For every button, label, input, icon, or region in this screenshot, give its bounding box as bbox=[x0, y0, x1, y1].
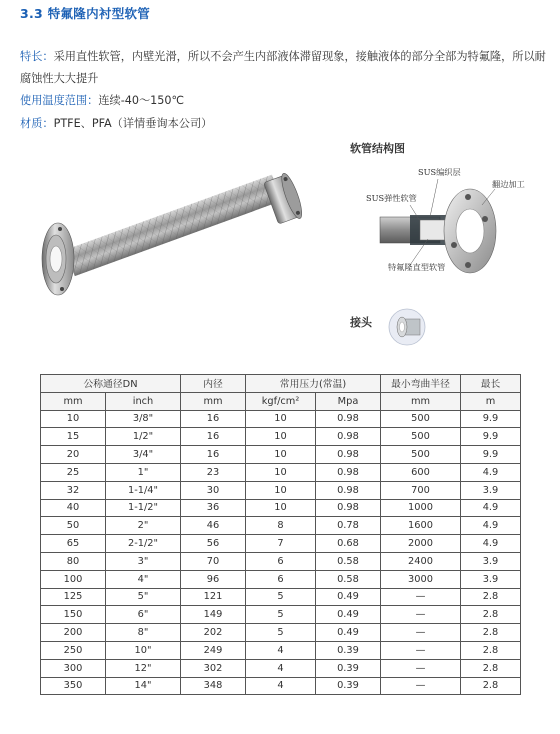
cell-bend-radius: 600 bbox=[381, 463, 461, 481]
cell-dn-mm: 10 bbox=[41, 410, 106, 428]
unit-mm: mm bbox=[181, 392, 246, 410]
cell-inner-dia: 16 bbox=[181, 410, 246, 428]
features-paragraph bbox=[20, 46, 548, 90]
cell-inner-dia: 121 bbox=[181, 588, 246, 606]
cell-max-length: 2.8 bbox=[461, 588, 521, 606]
unit-mpa: Mpa bbox=[316, 392, 381, 410]
table-row bbox=[41, 446, 521, 464]
unit-inch: inch bbox=[106, 392, 181, 410]
spec-table bbox=[40, 374, 521, 695]
table-row bbox=[41, 552, 521, 570]
cell-pressure-mpa: 0.98 bbox=[316, 446, 381, 464]
features-label: 特长： bbox=[20, 50, 54, 63]
label-spring: SUS弹性软管 bbox=[366, 193, 417, 203]
cell-dn-inch: 3/4" bbox=[106, 446, 181, 464]
cell-max-length: 2.8 bbox=[461, 624, 521, 642]
cell-dn-mm: 125 bbox=[41, 588, 106, 606]
table-row bbox=[41, 677, 521, 695]
features-text: 采用直性软管，内壁光滑，所以不会产生内部液体滞留现象，接触液体的部分全部为特氟隆，所以耐腐蚀性大大提升 bbox=[20, 50, 546, 85]
cell-dn-inch: 1-1/4" bbox=[106, 481, 181, 499]
cell-bend-radius: 2400 bbox=[381, 552, 461, 570]
temperature-line bbox=[20, 92, 184, 108]
cell-bend-radius: — bbox=[381, 588, 461, 606]
label-braid: SUS编织层 bbox=[418, 167, 461, 177]
cell-pressure-mpa: 0.49 bbox=[316, 588, 381, 606]
cell-dn-mm: 25 bbox=[41, 463, 106, 481]
cell-pressure-mpa: 0.98 bbox=[316, 463, 381, 481]
cell-dn-inch: 1-1/2" bbox=[106, 499, 181, 517]
cell-bend-radius: 500 bbox=[381, 410, 461, 428]
cell-max-length: 4.9 bbox=[461, 517, 521, 535]
cell-bend-radius: — bbox=[381, 659, 461, 677]
table-row bbox=[41, 410, 521, 428]
cell-dn-mm: 100 bbox=[41, 570, 106, 588]
cell-pressure-mpa: 0.58 bbox=[316, 552, 381, 570]
cell-pressure-mpa: 0.39 bbox=[316, 677, 381, 695]
table-row bbox=[41, 641, 521, 659]
header-pressure: 常用压力(常温) bbox=[246, 375, 381, 393]
material-line bbox=[20, 115, 212, 131]
cell-dn-mm: 15 bbox=[41, 428, 106, 446]
cell-inner-dia: 249 bbox=[181, 641, 246, 659]
cell-max-length: 2.8 bbox=[461, 606, 521, 624]
table-row bbox=[41, 570, 521, 588]
cell-max-length: 3.9 bbox=[461, 481, 521, 499]
cell-inner-dia: 302 bbox=[181, 659, 246, 677]
table-row bbox=[41, 517, 521, 535]
cell-bend-radius: 1000 bbox=[381, 499, 461, 517]
cell-inner-dia: 16 bbox=[181, 428, 246, 446]
cell-dn-mm: 50 bbox=[41, 517, 106, 535]
joint-image bbox=[388, 308, 426, 346]
cell-bend-radius: 500 bbox=[381, 428, 461, 446]
cell-inner-dia: 96 bbox=[181, 570, 246, 588]
cell-max-length: 4.9 bbox=[461, 535, 521, 553]
cell-dn-mm: 350 bbox=[41, 677, 106, 695]
table-row bbox=[41, 535, 521, 553]
cell-max-length: 9.9 bbox=[461, 410, 521, 428]
cell-dn-mm: 150 bbox=[41, 606, 106, 624]
cell-bend-radius: 2000 bbox=[381, 535, 461, 553]
cell-dn-mm: 250 bbox=[41, 641, 106, 659]
cell-pressure-kgf: 7 bbox=[246, 535, 316, 553]
cell-inner-dia: 149 bbox=[181, 606, 246, 624]
header-dn: 公称通径DN bbox=[41, 375, 181, 393]
table-header-row-2 bbox=[41, 392, 521, 410]
cell-inner-dia: 70 bbox=[181, 552, 246, 570]
cell-pressure-mpa: 0.98 bbox=[316, 499, 381, 517]
structure-title: 软管结构图 bbox=[350, 142, 405, 155]
cell-dn-inch: 1/2" bbox=[106, 428, 181, 446]
cell-bend-radius: — bbox=[381, 641, 461, 659]
cell-dn-inch: 4" bbox=[106, 570, 181, 588]
cell-pressure-mpa: 0.78 bbox=[316, 517, 381, 535]
cell-pressure-kgf: 5 bbox=[246, 588, 316, 606]
table-header-row-1 bbox=[41, 375, 521, 393]
header-inner-dia: 内径 bbox=[181, 375, 246, 393]
unit-kgf: kgf/cm² bbox=[246, 392, 316, 410]
cell-inner-dia: 30 bbox=[181, 481, 246, 499]
cell-max-length: 2.8 bbox=[461, 641, 521, 659]
cell-max-length: 3.9 bbox=[461, 552, 521, 570]
cell-pressure-mpa: 0.68 bbox=[316, 535, 381, 553]
cell-dn-mm: 40 bbox=[41, 499, 106, 517]
cell-dn-inch: 3/8" bbox=[106, 410, 181, 428]
label-liner: 特氟隆直型软管 bbox=[388, 262, 446, 272]
material-label: 材质： bbox=[20, 117, 54, 130]
cell-dn-mm: 300 bbox=[41, 659, 106, 677]
cell-inner-dia: 23 bbox=[181, 463, 246, 481]
table-row bbox=[41, 481, 521, 499]
cell-bend-radius: — bbox=[381, 606, 461, 624]
cell-pressure-kgf: 10 bbox=[246, 428, 316, 446]
table-row bbox=[41, 463, 521, 481]
cell-dn-inch: 5" bbox=[106, 588, 181, 606]
unit-mm: mm bbox=[41, 392, 106, 410]
cell-bend-radius: 500 bbox=[381, 446, 461, 464]
cell-max-length: 9.9 bbox=[461, 446, 521, 464]
cell-dn-inch: 14" bbox=[106, 677, 181, 695]
table-row bbox=[41, 499, 521, 517]
cell-max-length: 4.9 bbox=[461, 463, 521, 481]
cell-max-length: 3.9 bbox=[461, 570, 521, 588]
temperature-label: 使用温度范围： bbox=[20, 94, 99, 107]
cell-pressure-mpa: 0.39 bbox=[316, 641, 381, 659]
cell-pressure-kgf: 10 bbox=[246, 463, 316, 481]
cell-dn-inch: 1" bbox=[106, 463, 181, 481]
header-max-length: 最长 bbox=[461, 375, 521, 393]
temperature-value: 连续-40～150℃ bbox=[98, 94, 185, 107]
cell-pressure-kgf: 5 bbox=[246, 606, 316, 624]
cell-dn-inch: 12" bbox=[106, 659, 181, 677]
unit-mm: mm bbox=[381, 392, 461, 410]
header-bend-radius: 最小弯曲半径 bbox=[381, 375, 461, 393]
cell-pressure-kgf: 8 bbox=[246, 517, 316, 535]
cell-dn-mm: 65 bbox=[41, 535, 106, 553]
table-row bbox=[41, 428, 521, 446]
cell-pressure-kgf: 4 bbox=[246, 659, 316, 677]
cell-inner-dia: 348 bbox=[181, 677, 246, 695]
cell-bend-radius: — bbox=[381, 624, 461, 642]
cell-dn-mm: 20 bbox=[41, 446, 106, 464]
cell-dn-inch: 10" bbox=[106, 641, 181, 659]
cell-dn-inch: 2-1/2" bbox=[106, 535, 181, 553]
cell-bend-radius: 1600 bbox=[381, 517, 461, 535]
table-row bbox=[41, 606, 521, 624]
cell-max-length: 4.9 bbox=[461, 499, 521, 517]
cell-pressure-mpa: 0.98 bbox=[316, 481, 381, 499]
cell-dn-mm: 200 bbox=[41, 624, 106, 642]
cell-pressure-mpa: 0.98 bbox=[316, 428, 381, 446]
cell-pressure-kgf: 4 bbox=[246, 641, 316, 659]
section-title: 3.3 特氟隆内衬型软管 bbox=[20, 6, 151, 21]
cell-pressure-mpa: 0.39 bbox=[316, 659, 381, 677]
table-row bbox=[41, 659, 521, 677]
hose-product-image bbox=[30, 165, 320, 300]
cell-dn-mm: 80 bbox=[41, 552, 106, 570]
cell-inner-dia: 56 bbox=[181, 535, 246, 553]
cell-dn-inch: 2" bbox=[106, 517, 181, 535]
cell-dn-inch: 6" bbox=[106, 606, 181, 624]
cell-max-length: 9.9 bbox=[461, 428, 521, 446]
cell-pressure-kgf: 10 bbox=[246, 410, 316, 428]
cell-inner-dia: 16 bbox=[181, 446, 246, 464]
cell-pressure-kgf: 5 bbox=[246, 624, 316, 642]
cell-pressure-kgf: 10 bbox=[246, 446, 316, 464]
cell-pressure-mpa: 0.49 bbox=[316, 624, 381, 642]
cell-dn-inch: 8" bbox=[106, 624, 181, 642]
cell-pressure-mpa: 0.49 bbox=[316, 606, 381, 624]
cell-max-length: 2.8 bbox=[461, 677, 521, 695]
table-row bbox=[41, 624, 521, 642]
cell-pressure-kgf: 4 bbox=[246, 677, 316, 695]
cell-bend-radius: 700 bbox=[381, 481, 461, 499]
cell-pressure-mpa: 0.58 bbox=[316, 570, 381, 588]
cell-pressure-kgf: 6 bbox=[246, 552, 316, 570]
cell-bend-radius: — bbox=[381, 677, 461, 695]
cell-pressure-kgf: 6 bbox=[246, 570, 316, 588]
table-row bbox=[41, 588, 521, 606]
cell-inner-dia: 202 bbox=[181, 624, 246, 642]
joint-label: 接头 bbox=[350, 316, 372, 329]
material-value: PTFE、PFA（详情垂询本公司） bbox=[53, 117, 213, 130]
cell-dn-mm: 32 bbox=[41, 481, 106, 499]
cell-pressure-kgf: 10 bbox=[246, 499, 316, 517]
label-flare: 翻边加工 bbox=[492, 179, 525, 189]
unit-m: m bbox=[461, 392, 521, 410]
cell-pressure-mpa: 0.98 bbox=[316, 410, 381, 428]
cell-inner-dia: 36 bbox=[181, 499, 246, 517]
cell-pressure-kgf: 10 bbox=[246, 481, 316, 499]
cell-dn-inch: 3" bbox=[106, 552, 181, 570]
cell-inner-dia: 46 bbox=[181, 517, 246, 535]
cell-max-length: 2.8 bbox=[461, 659, 521, 677]
cell-bend-radius: 3000 bbox=[381, 570, 461, 588]
